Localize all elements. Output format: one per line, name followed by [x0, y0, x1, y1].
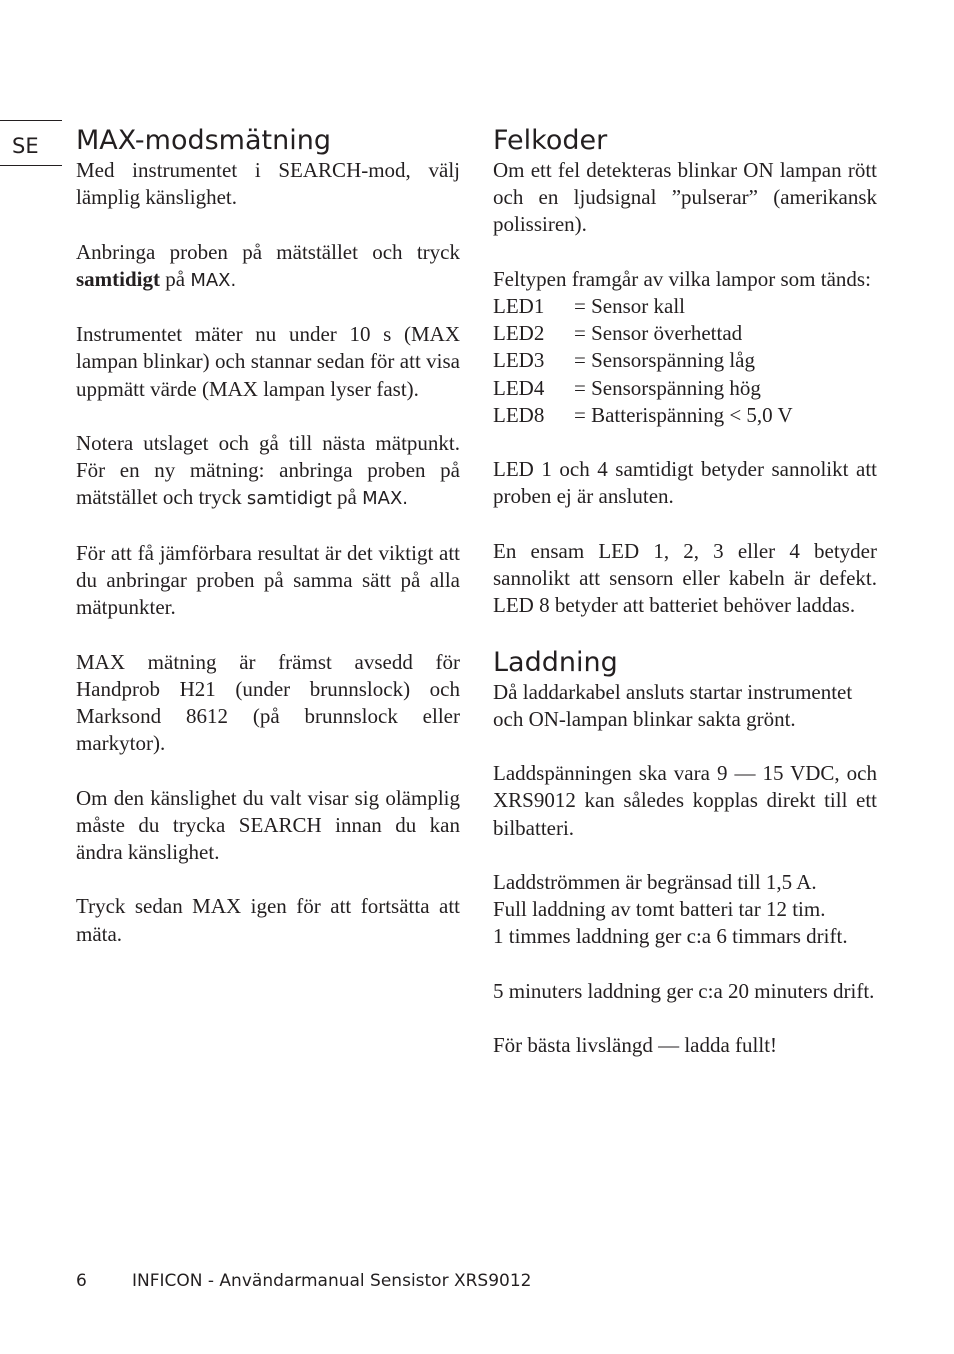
line: Full laddning av tomt batteri tar 12 tim. — [493, 897, 826, 922]
key-label: samtidigt — [246, 488, 332, 510]
heading-error-codes: Felkoder — [493, 125, 608, 156]
paragraph: Feltypen framgår av vilka lampor som tänds: — [493, 266, 871, 291]
paragraph: Med instrumentet i SEARCH-mod, välj lämplig känslighet. — [76, 158, 460, 210]
key-label: MAX. — [190, 269, 237, 291]
heading-max-measurement: MAX-modsmätning — [76, 125, 331, 156]
text: Anbringa proben på mätstället och tryck — [76, 239, 460, 264]
paragraph: MAX mätning är främst avsedd för Handprob H21 (under brunnslock) och Marksond 8612 (på brunnslock eller markytor). — [76, 649, 460, 756]
led-description: = Sensorspänning hög — [574, 375, 761, 400]
left-column — [76, 125, 460, 975]
led-code: LED4 — [493, 375, 545, 400]
line: Laddströmmen är begränsad till 1,5 A. — [493, 869, 817, 894]
led-code: LED3 — [493, 348, 545, 373]
page-number: 6 — [76, 1271, 87, 1291]
led-description: = Batterispänning < 5,0 V — [574, 402, 793, 427]
led-description: = Sensor överhettad — [574, 321, 743, 346]
paragraph: Om ett fel detekteras blinkar ON lampan rött och en ljudsignal ”pulserar” (amerikansk polissiren). — [493, 158, 877, 237]
paragraph: Laddspänningen ska vara 9 — 15 VDC, och XRS9012 kan således kopplas direkt till ett bilbatteri. — [493, 761, 877, 840]
footer-title: INFICON - Användarmanual Sensistor XRS9012 — [132, 1271, 532, 1291]
led-row — [493, 293, 877, 320]
right-column — [493, 125, 877, 1087]
text: på — [331, 485, 363, 510]
paragraph: Om den känslighet du valt visar sig olämplig måste du trycka SEARCH innan du kan ändra känslighet. — [76, 785, 460, 864]
text: Notera utslaget och gå till nästa mätpunkt. För en ny mätning: anbringa proben på mätstället och tryck — [76, 430, 460, 510]
paragraph: Tryck sedan MAX igen för att fortsätta att mäta. — [76, 894, 460, 946]
led-description: = Sensorspänning låg — [574, 348, 755, 373]
paragraph: LED 1 och 4 samtidigt betyder sannolikt att proben ej är ansluten. — [493, 457, 877, 509]
paragraph: Då laddarkabel ansluts startar instrumentet och ON-lampan blinkar sakta grönt. — [493, 679, 853, 731]
language-label: SE — [12, 134, 39, 158]
text: på — [160, 266, 191, 291]
led-code: LED2 — [493, 321, 545, 346]
paragraph: En ensam LED 1, 2, 3 eller 4 betyder sannolikt att sensorn eller kabeln är defekt. LED 8 betyder att batteriet behöver laddas. — [493, 538, 877, 618]
paragraph — [493, 869, 877, 951]
led-list — [493, 293, 877, 429]
led-description: = Sensor kall — [574, 294, 685, 318]
paragraph: Instrumentet mäter nu under 10 s (MAX lampan blinkar) och stannar sedan för att visa uppmätt värde (MAX lampan lyser fast). — [76, 322, 460, 401]
paragraph — [76, 239, 460, 294]
paragraph — [76, 430, 460, 513]
led-row — [493, 347, 877, 374]
heading-charging: Laddning — [493, 646, 618, 678]
led-row — [493, 320, 877, 347]
paragraph: 5 minuters laddning ger c:a 20 minuters drift. — [493, 978, 875, 1003]
led-row — [493, 375, 877, 402]
led-code: LED8 — [493, 402, 545, 427]
led-code: LED1 — [493, 294, 545, 318]
key-label: MAX. — [362, 488, 409, 510]
paragraph: För att få jämförbara resultat är det viktigt att du anbringar proben på samma sätt på alla mätpunkter. — [76, 540, 460, 620]
led-row — [493, 402, 877, 429]
bold-text: samtidigt — [76, 266, 160, 291]
paragraph: För bästa livslängd — ladda fullt! — [493, 1033, 778, 1058]
line: 1 timmes laddning ger c:a 6 timmars drift. — [493, 924, 848, 949]
